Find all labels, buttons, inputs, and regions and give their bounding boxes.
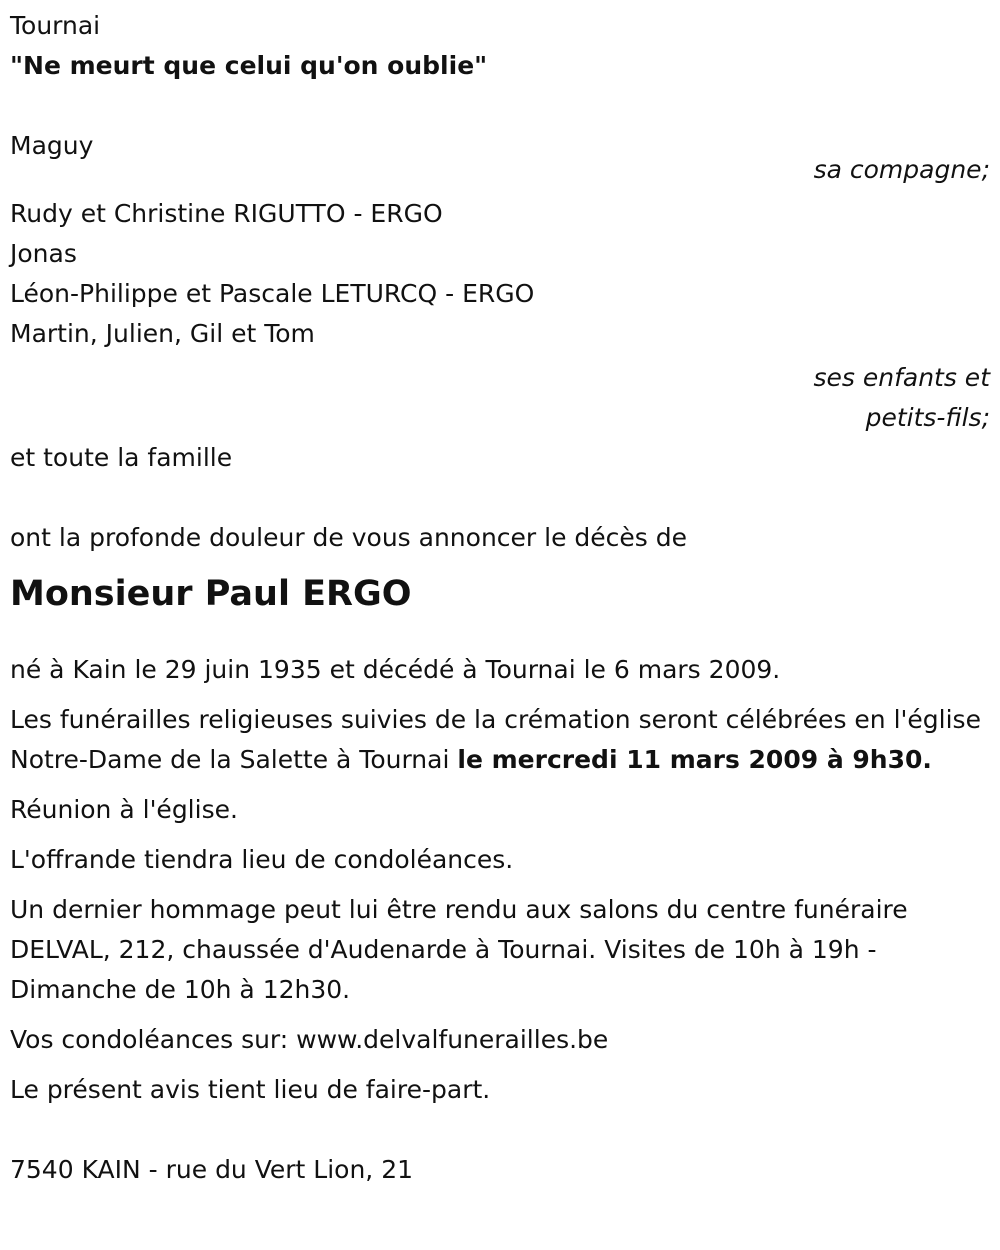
spacer [10, 86, 990, 126]
birth-death: né à Kain le 29 juin 1935 et décédé à Tournai le 6 mars 2009. [10, 655, 781, 684]
condolences: Vos condoléances sur: www.delvalfunerailles.be [10, 1025, 609, 1054]
announcement: ont la profonde douleur de vous annoncer le décès de [10, 523, 688, 552]
child-3: Léon-Philippe et Pascale LETURCQ - ERGO [10, 279, 535, 308]
address: 7540 KAIN - rue du Vert Lion, 21 [10, 1155, 414, 1184]
spacer [10, 478, 990, 518]
funeral-date: le mercredi 11 mars 2009 à 9h30. [457, 745, 932, 774]
rest-of-family: et toute la famille [10, 443, 233, 472]
companion-name: Maguy [10, 131, 94, 160]
quote: "Ne meurt que celui qu'on oublie" [10, 51, 488, 80]
meeting: Réunion à l'église. [10, 795, 238, 824]
child-4: Martin, Julien, Gil et Tom [10, 319, 315, 348]
offering: L'offrande tiendra lieu de condoléances. [10, 845, 514, 874]
companion-role: sa compagne; [813, 155, 990, 184]
tribute: Un dernier hommage peut lui être rendu aux salons du centre funéraire DELVAL, 212, chaussée d'Audenarde à Tournai. Visites de 10h à 19h - Dimanche de 10h à 12h30. [10, 895, 908, 1004]
city: Tournai [10, 11, 101, 40]
spacer [10, 1120, 990, 1150]
children-role-line1: ses enfants et [813, 363, 990, 392]
child-1: Rudy et Christine RIGUTTO - ERGO [10, 199, 443, 228]
deceased-name: Monsieur Paul ERGO [10, 574, 412, 614]
notice: Le présent avis tient lieu de faire-part. [10, 1075, 491, 1104]
funeral-paragraph [10, 700, 990, 780]
children-role-line2: petits-fils; [865, 403, 990, 432]
child-2: Jonas [10, 239, 77, 268]
funeral-text: Les funérailles religieuses suivies de la crémation seront célébrées en l'église Notre-Dame de la Salette à Tournai [10, 705, 981, 774]
